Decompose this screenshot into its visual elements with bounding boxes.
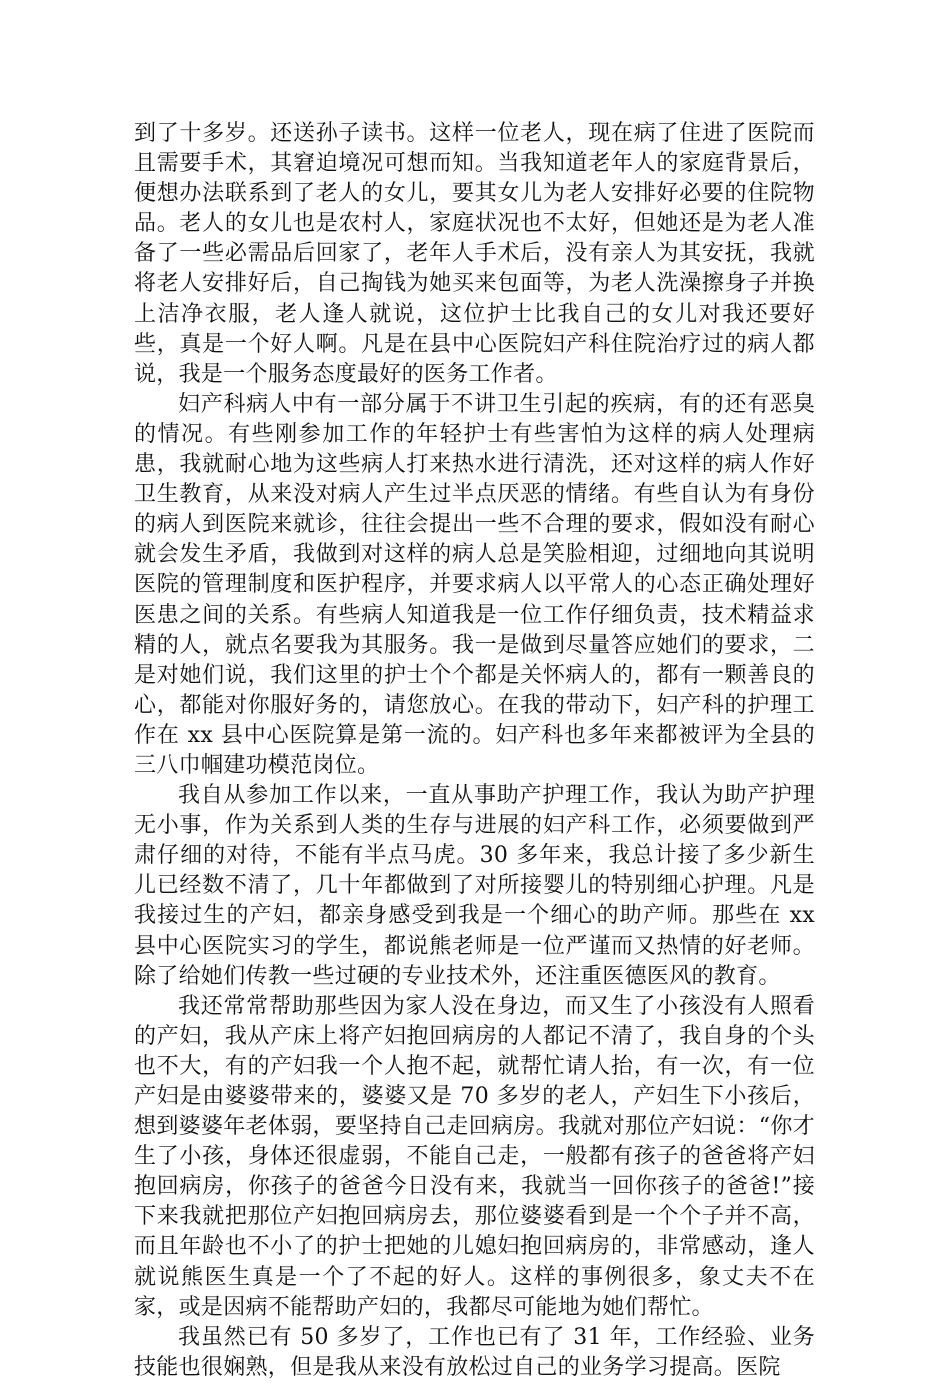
paragraph-1: 到了十多岁。还送孙子读书。这样一位老人，现在病了住进了医院而且需要手术，其窘迫境况可想而知。当我知道老年人的家庭背景后，便想办法联系到了老人的女儿，要其女儿为老人安排好必要的住院物品。老人的女儿也是农村人，家庭状况也不太好，但她还是为老人准备了一些必需品后回家了，老年人手术后，没有亲人为其安抚，我就将老人安排好后，自己掏钱为她买来包面等，为老人洗澡擦身子并换上洁净衣服，老人逢人就说，这位护士比我自己的女儿对我还要好些，真是一个好人啊。凡是在县中心医院妇产科住院治疗过的病人都说，我是一个服务态度最好的医务工作者。	[134, 121, 815, 387]
paragraph-2: 妇产科病人中有一部分属于不讲卫生引起的疾病，有的还有恶臭的情况。有些刚参加工作的年轻护士有些害怕为这样的病人处理病患，我就耐心地为这些病人打来热水进行清洗，还对这样的病人作好卫生教育，从来没对病人产生过半点厌恶的情绪。有些自认为有身份的病人到医院来就诊，往往会提出一些不合理的要求，假如没有耐心就会发生矛盾，我做到对这样的病人总是笑脸相迎，过细地向其说明医院的管理制度和医护程序，并要求病人以平常人的心态正确处理好医患之间的关系。有些病人知道我是一位工作仔细负责，技术精益求精的人，就点名要我为其服务。我一是做到尽量答应她们的要求，二是对她们说，我们这里的护士个个都是关怀病人的，都有一颗善良的心，都能对你服好务的，请您放心。在我的带动下，妇产科的护理工作在 xx 县中心医院算是第一流的。妇产科也多年来都被评为全县的三八巾帼建功模范岗位。	[134, 391, 815, 778]
paragraph-5: 我虽然已有 50 多岁了，工作也已有了 31 年，工作经验、业务技能也很娴熟，但是我从来没有放松过自己的业务学习提高。医院	[134, 1324, 815, 1380]
paragraph-4: 我还常常帮助那些因为家人没在身边，而又生了小孩没有人照看的产妇，我从产床上将产妇抱回病房的人都记不清了，我自身的个头也不大，有的产妇我一个人抱不起，就帮忙请人抬，有一次，有一位产妇是由婆婆带来的，婆婆又是 70 多岁的老人，产妇生下小孩后，想到婆婆年老体弱，要坚持自己走回病房。我就对那位产妇说：“你才生了小孩，身体还很虚弱，不能自己走，一般都有孩子的爸爸将产妇抱回病房，你孩子的爸爸今日没有来，我就当一回你孩子的爸爸!”接下来我就把那位产妇抱回病房去，那位婆婆看到是一个个子并不高，而且年龄也不小了的护士把她的儿媳妇抱回病房的，非常感动，逢人就说熊医生真是一个了不起的好人。这样的事例很多，象丈夫不在家，或是因病不能帮助产妇的，我都尽可能地为她们帮忙。	[134, 993, 815, 1320]
document-body	[134, 119, 815, 1383]
paragraph-3: 我自从参加工作以来，一直从事助产护理工作，我认为助产护理无小事，作为关系到人类的生存与进展的妇产科工作，必须要做到严肃仔细的对待，不能有半点马虎。30 多年来，我总计接了多少新生儿已经数不清了，几十年都做到了对所接婴儿的特别细心护理。凡是我接过生的产妇，都亲身感受到我是一个细心的助产师。那些在 xx 县中心医院实习的学生，都说熊老师是一位严谨而又热情的好老师。除了给她们传教一些过硬的专业技术外，还注重医德医风的教育。	[134, 783, 815, 989]
